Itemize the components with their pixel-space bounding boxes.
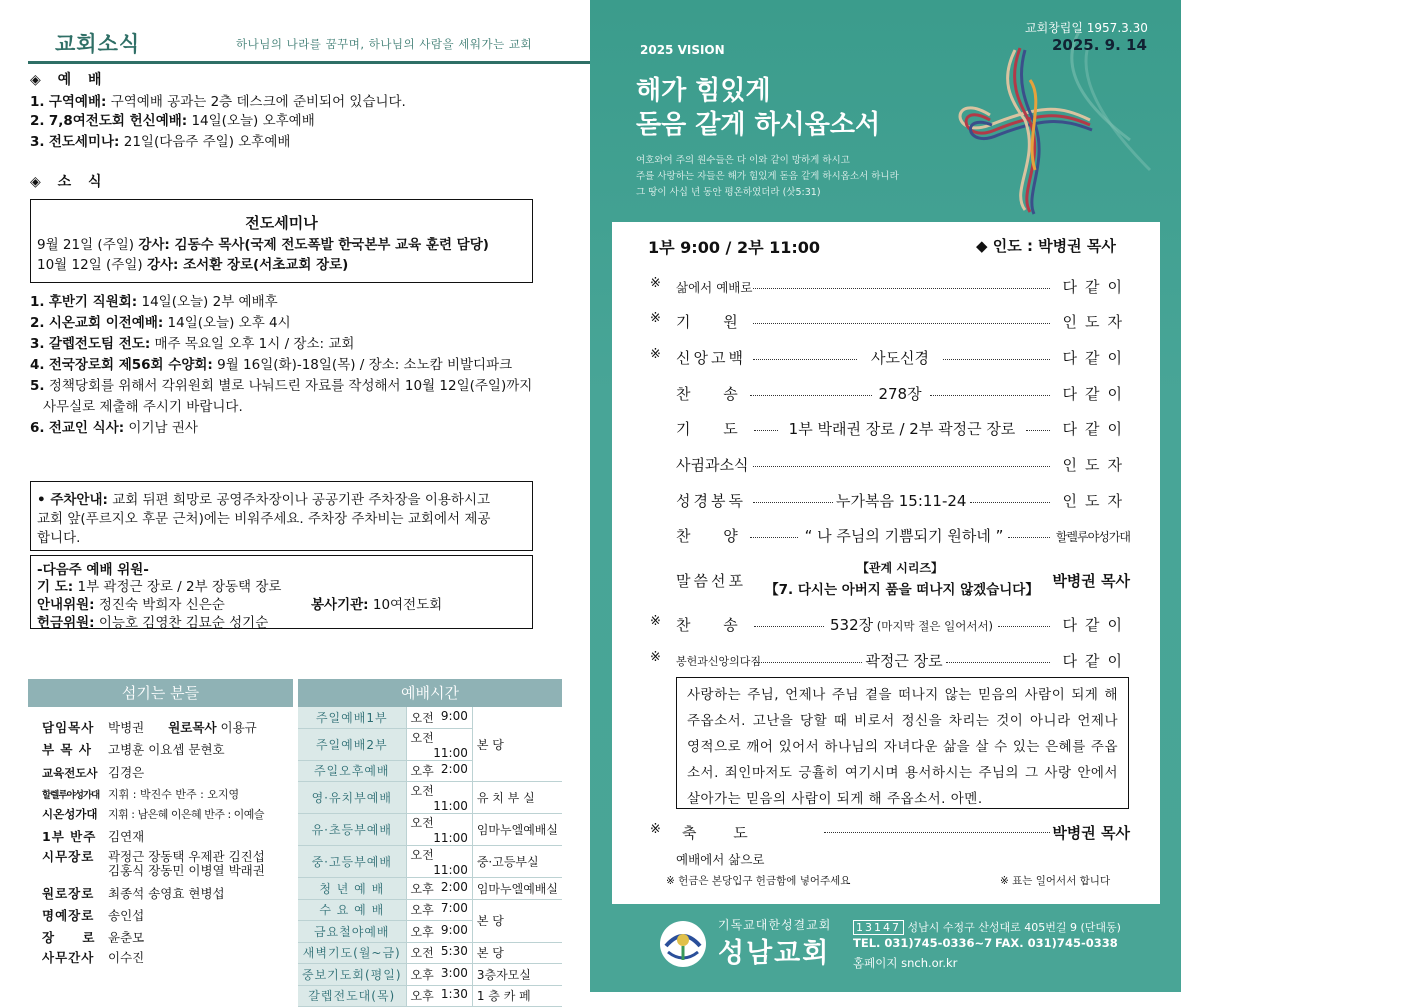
server-row: 장 로윤춘모 [42,930,145,945]
service-place: 임마누엘예배실 [472,814,562,846]
closing-phrase: 예배에서 삶으로 [676,852,765,867]
church-slogan: 하나님의 나라를 꿈꾸며, 하나님의 사람을 세워가는 교회 [236,37,533,51]
service-time: 오전 11:00 [406,814,472,846]
service-name: 주일오후예배 [298,760,406,782]
worship-item: 3. 전도세미나: 21일(다음주 주일) 오후예배 [30,134,291,150]
service-name: 영·유치부예배 [298,782,406,814]
offering-note: ※ 헌금은 본당입구 헌금함에 넣어주세요 [666,875,851,887]
worship-time-row [298,942,562,964]
service-place: 본 당 [472,899,562,942]
server-row: 교육전도사 김경은 [42,765,145,780]
worship-time-row [298,899,562,921]
founding-date: 교회창립일 1957.3.30 [1025,21,1148,35]
service-name: 유·초등부예배 [298,814,406,846]
worship-time-row [298,985,562,1007]
times-heading: 예배시간 [298,679,562,707]
church-phone: TEL. 031)745-0336~7 [853,936,993,950]
news-item: 1. 후반기 직원회: 14일(오늘) 2부 예배후 [30,294,278,310]
servers-panel [28,679,293,987]
service-place: 본 당 [472,942,562,964]
worship-time-row [298,814,562,846]
server-row: 시무장로 곽정근 장동택 우제관 김진섭 [42,849,265,864]
news-item: 6. 전교인 식사: 이기남 권사 [30,420,198,436]
seminar-line: 9월 21일 (주일) 강사: 김동수 목사(국제 전도폭발 한국본부 교육 훈련 담당) [37,237,489,253]
service-name: 중·고등부예배 [298,846,406,878]
server-row: 시온성가대 지휘 : 남은혜 이은혜 반주 : 이예슬 [42,807,265,821]
worship-times-table [298,707,562,1007]
service-place: 3층자모실 [472,964,562,986]
service-name: 중보기도회(평일) [298,964,406,986]
worship-heading: ◈ 예 배 [30,72,108,88]
church-address: 13147 성남시 수정구 산성대로 405번길 9 (단대동) [853,919,1121,935]
service-place: 1 층 카 페 [472,985,562,1007]
service-time: 오후 2:00 [406,760,472,782]
prayer-box: 사랑하는 주님, 언제나 주님 곁을 떠나지 않는 믿음의 사람이 되게 해 주옵소서. 고난을 당할 때 비로서 정신을 차리는 것이 아니라 언제나 영적으로 깨어 있어서 하나님의 자녀다운 삶을 살 수 있는 은혜를 주옵소서. 죄인마저도 긍휼히 여기시며 용서하시는 주님의 그 사랑 안에서 살아가는 믿음의 사람이 되게 해 주옵소서. 아멘. [676,677,1129,809]
service-name: 주일예배1부 [298,707,406,728]
news-item: 4. 전국장로회 제56회 수양회: 9월 16일(화)-18일(목) / 장소: 소노캄 비발디파크 [30,357,513,373]
service-time: 오전 11:00 [406,782,472,814]
worship-time-row [298,878,562,900]
next-week-servers: -다음주 예배 위원- 기 도: 1부 곽정근 장로 / 2부 장동택 장로 안내위원: 정진숙 박희자 신은순 봉사기관: 10여전도회 헌금위원: 이능호 김영찬 김묘순 성기순 [30,555,533,629]
server-row: 김홍식 장동민 이병열 박래권 [108,863,265,878]
worship-leader: ◆ 인도 : 박병권 목사 [976,237,1116,255]
theme-verse: 여호와여 주의 원수들은 다 이와 같이 망하게 하시고 주를 사랑하는 자들은 해가 힘있게 돋음 같게 하시옵소서 하니라 그 땅이 사십 년 동안 평온하였더라 (삿5:31) [636,155,899,198]
worship-item: 1. 구역예배: 구역예배 공과는 2층 데스크에 준비되어 있습니다. [30,94,406,110]
service-place: 임마누엘예배실 [472,878,562,900]
news-item: 5. 정책당회를 위해서 각위원회 별로 나눠드린 자료를 작성해서 10월 12일(주일)까지 [30,378,533,394]
seminar-box [30,199,533,283]
standing-note: ※ 표는 일어서서 합니다 [1000,875,1111,887]
worship-time-row [298,782,562,814]
denomination: 기독교대한성결교회 [718,918,832,932]
server-row: 1부 반주 김연재 [42,829,145,844]
worship-time-row [298,707,562,728]
service-place: 본 당 [472,707,562,782]
news-item: 사무실로 제출해 주시기 바랍니다. [43,399,243,415]
bulletin-date: 2025. 9. 14 [1052,36,1147,54]
worship-time-row [298,964,562,986]
service-name: 수 요 예 배 [298,899,406,921]
worship-time-row [298,846,562,878]
service-name: 금요철야예배 [298,921,406,943]
service-time: 오전 11:00 [406,728,472,760]
server-row: 사무간사 이수진 [42,950,145,965]
service-name: 청 년 예 배 [298,878,406,900]
service-time: 오후 2:00 [406,878,472,900]
service-time: 오전 5:30 [406,942,472,964]
service-time: 오후 7:00 [406,899,472,921]
server-row: 할렐루야성가대 지휘 : 박진수 반주 : 오지영 [42,788,240,801]
service-time: 오전 11:00 [406,846,472,878]
church-logo-icon [656,916,714,970]
server-row: 부 목 사 고병훈 이요셉 문현호 [42,742,225,757]
service-time: 오전 9:00 [406,707,472,728]
worship-item: 2. 7,8여전도회 헌신예배: 14일(오늘) 오후예배 [30,113,315,129]
seminar-title: 전도세미나 [245,214,318,232]
seminar-line: 10월 12일 (주일) 강사: 조서환 장로(서초교회 장로) [37,257,349,273]
vision-title: 해가 힘있게 돋음 같게 하시옵소서 [636,76,881,140]
news-item: 2. 시온교회 이전예배: 14일(오늘) 오후 4시 [30,315,291,331]
page-title: 교회소식 [55,32,141,56]
service-time: 오후 1:30 [406,985,472,1007]
church-name: 성남교회 [718,938,831,969]
news-heading: ◈ 소 식 [30,174,108,190]
servers-heading: 섬기는 분들 [28,679,293,707]
service-name: 새벽기도(월~금) [298,942,406,964]
service-times: 1부 9:00 / 2부 11:00 [648,238,821,257]
news-item: 3. 갈렙전도팀 전도: 매주 목요일 오후 1시 / 장소: 교회 [30,336,355,352]
server-row: 담임목사 박병권 원로목사 이용규 [42,720,257,735]
church-homepage: 홈페이지 snch.or.kr [853,956,958,970]
service-time: 오후 3:00 [406,964,472,986]
vision-label: 2025 VISION [640,43,725,57]
service-name: 갈렙전도대(목) [298,985,406,1007]
header-divider [28,61,591,64]
church-fax: FAX. 031)745-0338 [995,936,1118,950]
parking-notice: • 주차안내: 교회 뒤편 희망로 공영주차장이나 공공기관 주차장을 이용하시고 교회 앞(푸르지오 후문 근처)에는 비워주세요. 주차장 주차비는 교회에서 제공 합니다. [30,481,533,551]
service-name: 주일예배2부 [298,728,406,760]
worship-times-panel [298,679,562,1007]
server-row: 명예장로 송인섭 [42,908,145,923]
service-place: 중·고등부실 [472,846,562,878]
service-place: 유 치 부 실 [472,782,562,814]
service-time: 오후 9:00 [406,921,472,943]
server-row: 원로장로 최종석 송영효 현병섭 [42,886,225,901]
